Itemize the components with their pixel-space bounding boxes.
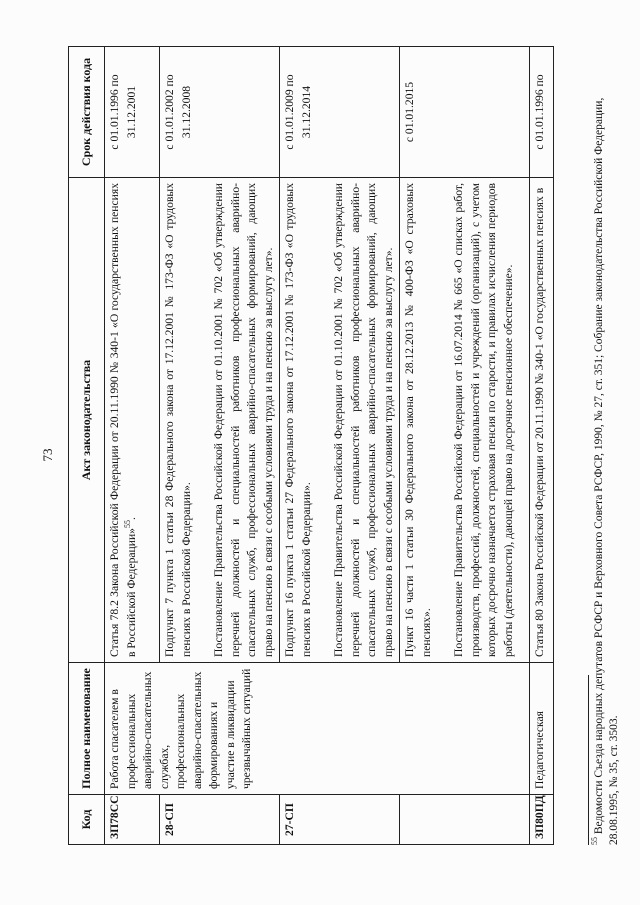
row-code: ЗП80ПД — [530, 795, 554, 845]
row-term: с 01.01.1996 по — [530, 47, 554, 178]
table-header-row — [69, 47, 105, 845]
act-paragraph: Постановление Правительства Российской Федерации от 01.10.2001 № 702 «Об утверждении перечней должностей и специальностей работников профессиональных аварийно-спасательных служб, профессиональных аварийно-спасательных формирований, дающих право на пенсию в связи с особыми условиями труда и на пенсию за выслугу лет». — [212, 183, 275, 657]
row-act — [160, 178, 280, 663]
footnote-text: Ведомости Съезда народных депутатов РСФСР и Верховного Совета РСФСР, 1990, № 27, ст. 351; Собрание законодательства Российской Федерации, 28.08.1995, № 35, ст. 3503. — [593, 97, 620, 845]
header-act: Акт законодательства — [69, 178, 105, 663]
header-term: Срок действия кода — [69, 47, 105, 178]
footnote-divider — [588, 675, 589, 845]
footnote-ref: 55 — [122, 520, 132, 529]
row-act: Статья 78.2 Закона Российской Федерации от 20.11.1990 № 340-1 «О государственных пенсиях в Российской Федерации»$^{55}$. — [105, 178, 160, 663]
row-code: 28-СП — [160, 795, 280, 845]
row-full-name: Работа спасателем в профессиональных аварийно-спасательных службах, профессиональных аварийно-спасательных формированиях и участие в ликвидации чрезвычайных ситуаций — [105, 663, 530, 795]
row-code — [400, 795, 530, 845]
act-paragraph: Статья 78.2 Закона Российской Федерации от 20.11.1990 № 340-1 «О государственных пенсиях в Российской Федерации» — [108, 183, 138, 657]
row-code: 27-СП — [280, 795, 400, 845]
row-term: с 01.01.2002 по 31.12.2008 — [160, 47, 280, 178]
footnote-number: 55 — [590, 837, 600, 845]
act-paragraph: Постановление Правительства Российской Федерации от 01.10.2001 № 702 «Об утверждении перечней должностей и специальностей работников профессиональных аварийно-спасательных служб, профессиональных аварийно-спасательных формирований, дающих право на пенсию в связи с особыми условиями труда и на пенсию за выслугу лет». — [332, 183, 395, 657]
page-number: 73 — [40, 448, 55, 462]
header-full-name: Полное наименование — [69, 663, 105, 795]
footnote — [592, 47, 622, 845]
row-full-name: Педагогическая — [530, 663, 554, 795]
table-row — [105, 47, 160, 845]
row-term: с 01.01.2015 — [400, 47, 530, 178]
row-code: ЗП78СС — [105, 795, 160, 845]
row-term: с 01.01.1996 по 31.12.2001 — [105, 47, 160, 178]
row-act: Статья 80 Закона Российской Федерации от 20.11.1990 № 340-1 «О государственных пенсиях в — [530, 178, 554, 663]
row-act — [400, 178, 530, 663]
table-row — [530, 47, 554, 845]
row-term: с 01.01.2009 по 31.12.2014 — [280, 47, 400, 178]
row-act — [280, 178, 400, 663]
act-paragraph: Подпункт 16 пункта 1 статьи 27 Федерального закона от 17.12.2001 № 173-ФЗ «О трудовых пенсиях в Российской Федерации». — [283, 183, 313, 657]
legislation-codes-table — [68, 46, 554, 845]
act-paragraph: Подпункт 7 пункта 1 статьи 28 Федерального закона от 17.12.2001 № 173-ФЗ «О трудовых пенсиях в Российской Федерации». — [163, 183, 193, 657]
header-code: Код — [69, 795, 105, 845]
act-paragraph: Пункт 16 части 1 статьи 30 Федерального закона от 28.12.2013 № 400-ФЗ «О страховых пенсиях». — [403, 183, 433, 657]
act-paragraph: Постановление Правительства Российской Федерации от 16.07.2014 № 665 «О списках работ, производств, профессий, должностей, специальностей и учреждений (организаций), с учетом которых досрочно назначается страховая пенсия по старости, и правилах исчисления периодов работы (деятельности), дающей право на досрочное пенсионное обеспечение». — [452, 183, 515, 657]
